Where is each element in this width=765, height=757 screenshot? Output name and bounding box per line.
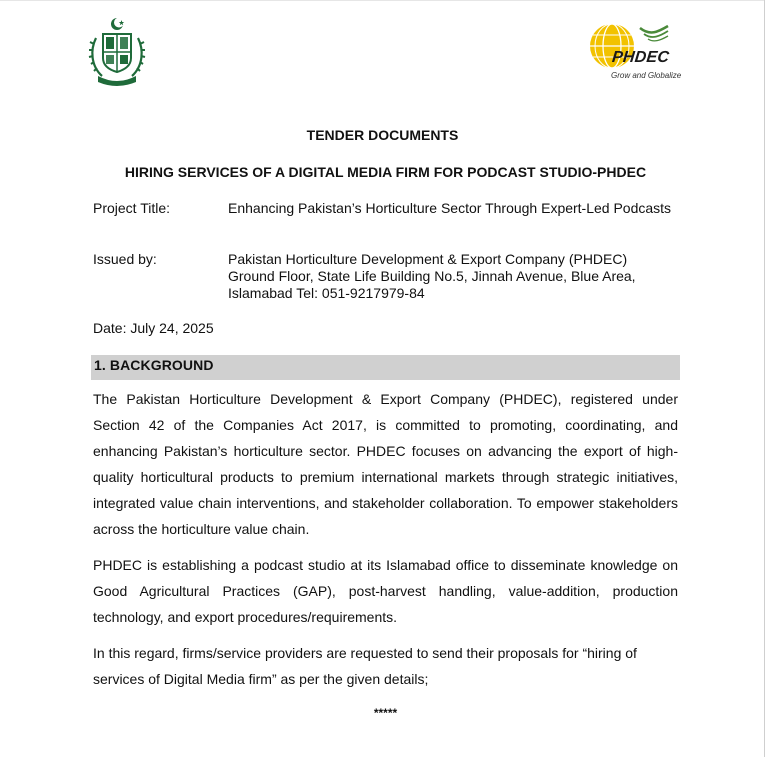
phdec-logo-text: PHDEC [611,49,670,66]
document-subtitle: HIRING SERVICES OF A DIGITAL MEDIA FIRM FOR PODCAST STUDIO-PHDEC [124,164,647,180]
background-paragraph-3: In this regard, firms/service providers are requested to send their proposals for “hiring of services of Digital Media firm” as per the given details; [93,645,637,687]
issued-by-value [228,251,678,302]
state-emblem-icon [88,16,146,88]
document-title: TENDER DOCUMENTS [306,127,459,143]
project-title-value: Enhancing Pakistan’s Horticulture Sector Through Expert-Led Podcasts [228,200,672,216]
end-marker: ***** [373,706,398,720]
issued-by-label: Issued by: [93,251,157,267]
issuer-city-phone: Islamabad Tel: 051-9217979-84 [228,285,425,301]
background-paragraph-2: PHDEC is establishing a podcast studio at its Islamabad office to disseminate knowledge on Good Agricultural Practices (GAP), post-harvest handling, value-addition, production technology, and export procedures/requirements. [93,557,678,625]
phdec-tagline: Grow and Globalize [611,71,682,80]
page-edge-top [0,0,765,1]
issuer-address: Ground Floor, State Life Building No.5, Jinnah Avenue, Blue Area, [228,268,636,284]
issuer-name: Pakistan Horticulture Development & Export Company (PHDEC) [228,251,628,267]
section-title: 1. BACKGROUND [94,357,214,373]
issue-date: Date: July 24, 2025 [93,320,214,336]
section-header-bar [91,355,680,380]
project-title-label: Project Title: [93,200,171,216]
background-paragraph-1: The Pakistan Horticulture Development & Export Company (PHDEC), registered under Section 42 of the Companies Act 2017, is committed to promoting, coordinating, and enhancing Pakistan’s horticulture sector. PHDEC focuses on advancing the export of high-quality horticultural products to premium international markets through strategic initiatives, integrated value chain interventions, and stakeholder collaboration. To empower stakeholders across the horticulture value chain. [93,391,678,537]
